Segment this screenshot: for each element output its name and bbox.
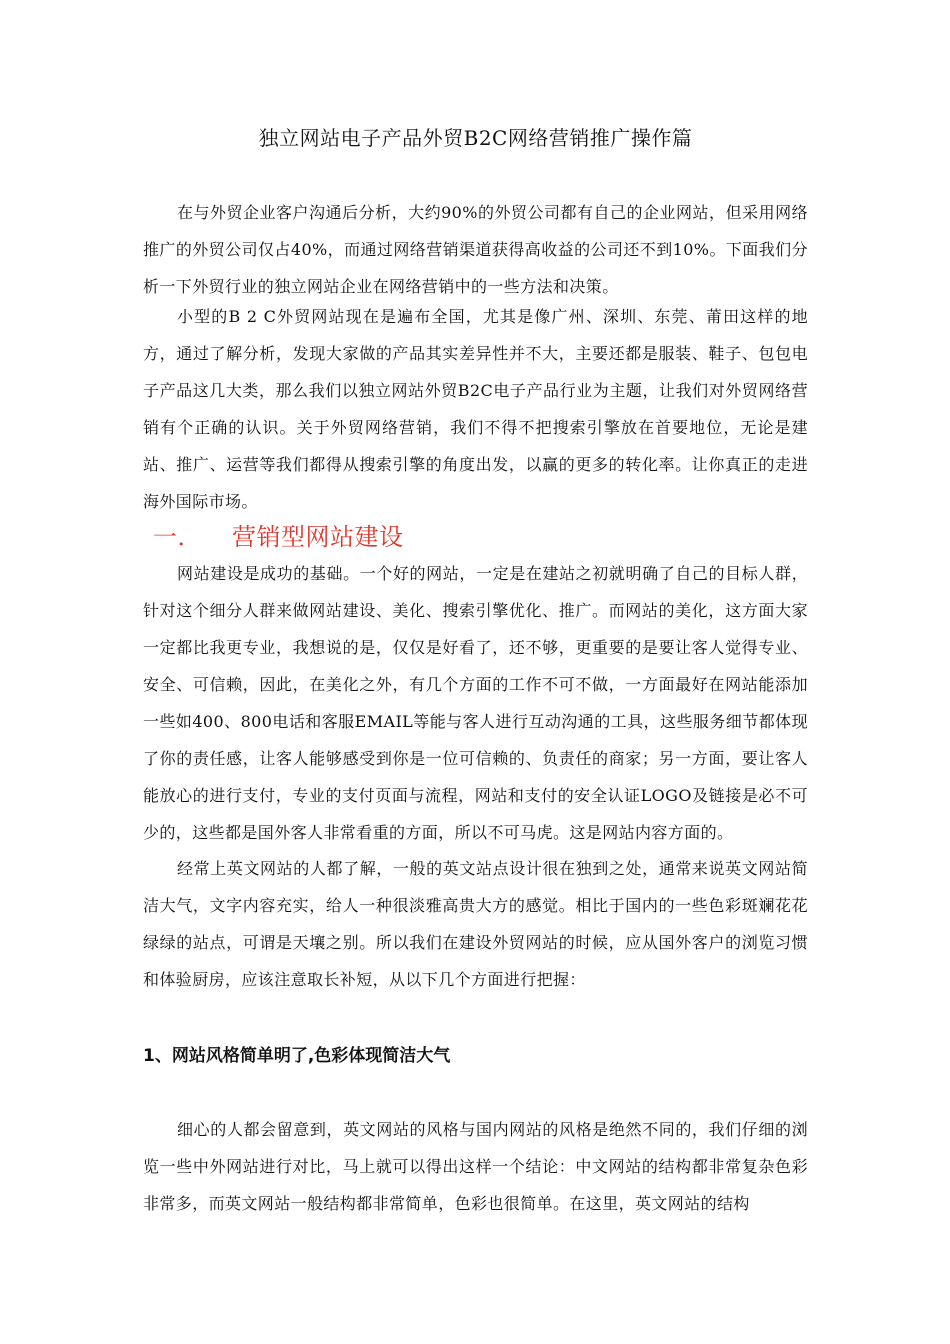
section-title: 营销型网站建设 <box>232 523 404 551</box>
subsection-paragraph: 细心的人都会留意到，英文网站的风格与国内网站的风格是绝然不同的，我们仔细的浏览一些中外网站进行对比，马上就可以得出这样一个结论：中文网站的结构都非常复杂色彩非常多，而英文网站一般结构都非常简单，色彩也很简单。在这里，英文网站的结构 <box>143 1120 808 1213</box>
section-heading <box>153 517 404 557</box>
intro-paragraph-1: 在与外贸企业客户沟通后分析，大约90%的外贸公司都有自己的企业网站，但采用网络推广的外贸公司仅占40%，而通过网络营销渠道获得高收益的公司还不到10%。下面我们分析一下外贸行业的独立网站企业在网络营销中的一些方法和决策。 <box>143 203 808 296</box>
subsection-heading: 1、网站风格简单明了,色彩体现简洁大气 <box>143 1046 451 1066</box>
intro-paragraph-2: 小型的B 2 C外贸网站现在是遍布全国，尤其是像广州、深圳、东莞、莆田这样的地方，通过了解分析，发现大家做的产品其实差异性并不大，主要还都是服装、鞋子、包包电子产品这几大类，那么我们以独立网站外贸B2C电子产品行业为主题，让我们对外贸网络营销有个正确的认识。关于外贸网络营销，我们不得不把搜索引擎放在首要地位，无论是建站、推广、运营等我们都得从搜索引擎的角度出发，以赢的更多的转化率。让你真正的走进海外国际市场。 <box>143 307 808 511</box>
section-paragraph-2: 经常上英文网站的人都了解，一般的英文站点设计很在独到之处，通常来说英文网站简洁大气，文字内容充实，给人一种很淡雅高贵大方的感觉。相比于国内的一些色彩斑斓花花绿绿的站点，可谓是天壤之别。所以我们在建设外贸网站的时候，应从国外客户的浏览习惯和体验厨房，应该注意取长补短，从以下几个方面进行把握： <box>143 859 808 989</box>
section-paragraph-1: 网站建设是成功的基础。一个好的网站，一定是在建站之初就明确了自己的目标人群，针对这个细分人群来做网站建设、美化、搜索引擎优化、推广。而网站的美化，这方面大家一定都比我更专业，我想说的是，仅仅是好看了，还不够，更重要的是要让客人觉得专业、安全、可信赖，因此，在美化之外，有几个方面的工作不可不做，一方面最好在网站能添加一些如400、800电话和客服EMAIL等能与客人进行互动沟通的工具，这些服务细节都体现了你的责任感，让客人能够感受到你是一位可信赖的、负责任的商家；另一方面，要让客人能放心的进行支付，专业的支付页面与流程，网站和支付的安全认证LOGO及链接是必不可少的，这些都是国外客人非常看重的方面，所以不可马虎。这是网站内容方面的。 <box>143 564 808 842</box>
document-title: 独立网站电子产品外贸B2C网络营销推广操作篇 <box>258 126 693 150</box>
section-number: 一． <box>153 523 202 551</box>
